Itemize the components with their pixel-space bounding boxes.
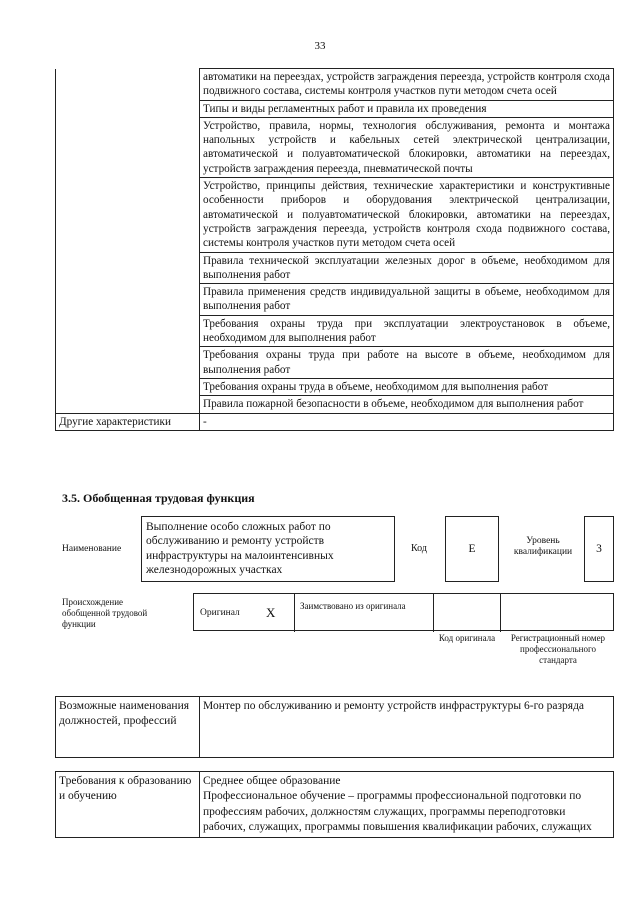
knowledge-table [55, 68, 614, 431]
function-name-box: Выполнение особо сложных работ по обслуживанию и ремонту устройств инфраструктуры на малоинтенсивных железнодорожных участках [141, 516, 395, 582]
origin-label: Происхождение обобщенной трудовой функции [62, 597, 148, 629]
knowledge-row: Типы и виды регламентных работ и правила их проведения [200, 100, 614, 117]
education-label: Требования к образованию и обучению [56, 772, 200, 838]
origin-code-caption: Код оригинала [438, 633, 496, 643]
knowledge-row: Требования охраны труда при эксплуатации электроустановок в объеме, необходимом для выполнения работ [200, 315, 614, 347]
positions-value: Монтер по обслуживанию и ремонту устройств инфраструктуры 6-го разряда [200, 697, 614, 758]
knowledge-label-cell [56, 69, 200, 414]
knowledge-row: Требования охраны труда при работе на высоте в объеме, необходимом для выполнения работ [200, 347, 614, 379]
level-value-box: 3 [584, 516, 614, 582]
code-label: Код [411, 543, 427, 554]
origin-reg-cell [500, 594, 615, 632]
positions-table [55, 696, 614, 758]
education-line-general: Среднее общее образование [203, 775, 341, 787]
original-mark: X [266, 605, 276, 620]
section-title: 3.5. Обобщенная трудовая функция [62, 491, 255, 505]
knowledge-row: Устройство, правила, нормы, технология обслуживания, ремонта и монтажа напольных устройств и кабельных сетей электрической централизации, автоматической и полуавтоматической блокировки, автоматики на переездах, устройств заграждения переезда, пневматической почты [200, 117, 614, 177]
origin-reg-caption: Регистрационный номер профессионального стандарта [510, 633, 606, 665]
knowledge-row: автоматики на переездах, устройств заграждения переезда, устройств контроля схода подвижного состава, системы контроля участков пути методом счета осей [200, 69, 614, 101]
other-characteristics-label: Другие характеристики [56, 413, 200, 430]
knowledge-row: Требования охраны труда в объеме, необходимом для выполнения работ [200, 378, 614, 395]
borrowed-label: Заимствовано из оригинала [300, 601, 406, 611]
knowledge-row: Устройство, принципы действия, технические характеристики и конструктивные особенности приборов и оборудования электрической централизации, автоматической и полуавтоматической блокировки, автоматики на переездах, устройств заграждения переезда, устройств контроля схода подвижного состава, системы контроля участков пути методом счета осей [200, 178, 614, 252]
education-line-professional: Профессиональное обучение – программы профессиональной подготовки по профессиям рабочих, должностям служащих, программы переподготовки рабочих, служащих, программы повышения квалификации рабочих, служащих [203, 790, 592, 833]
education-value [200, 772, 614, 838]
origin-code-cell [433, 594, 500, 632]
origin-table [193, 593, 614, 631]
name-label: Наименование [62, 544, 122, 554]
knowledge-row: Правила пожарной безопасности в объеме, необходимом для выполнения работ [200, 396, 614, 413]
page-number: 33 [314, 40, 326, 52]
original-label: Оригинал [200, 608, 240, 618]
knowledge-row: Правила технической эксплуатации железных дорог в объеме, необходимом для выполнения работ [200, 252, 614, 284]
education-table [55, 771, 614, 838]
positions-label: Возможные наименования должностей, профессий [56, 697, 200, 758]
level-label: Уровень квалификации [513, 536, 573, 557]
other-characteristics-value: - [200, 413, 614, 430]
knowledge-row: Правила применения средств индивидуальной защиты в объеме, необходимом для выполнения работ [200, 284, 614, 316]
code-value-box: E [445, 516, 499, 582]
